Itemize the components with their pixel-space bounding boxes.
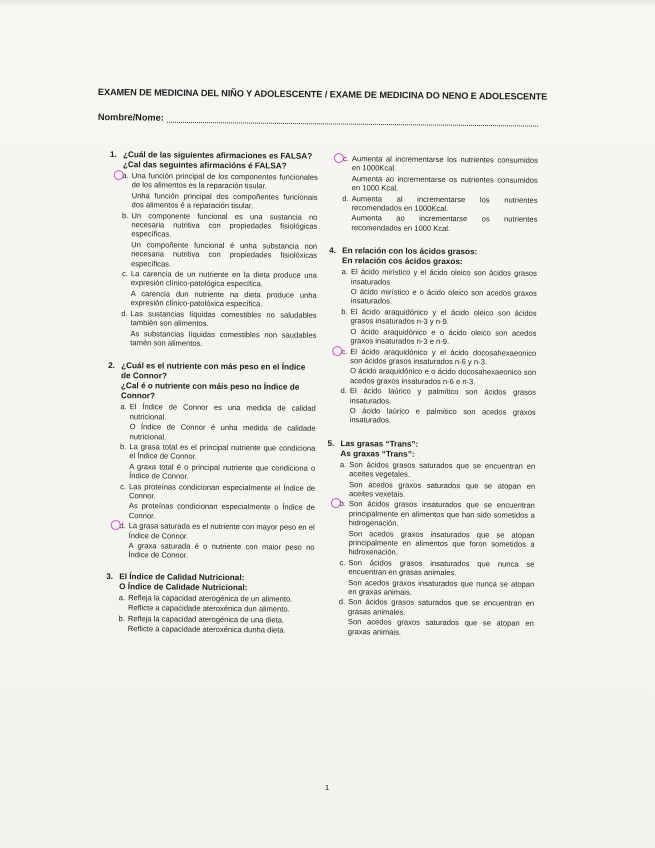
option-letter: b. bbox=[339, 499, 346, 509]
option-text-gl: A graxa saturada é o nutriente con maior peso no Índice de Connor. bbox=[128, 541, 315, 561]
option-text-gl: O Índice de Connor é unha medida de calidade nutricional. bbox=[129, 422, 316, 442]
option-text-es: Son ácidos grasos saturados que se encuentran en aceites vegetales. bbox=[349, 459, 536, 479]
option-1d bbox=[108, 309, 316, 349]
option-letter: d. bbox=[119, 521, 126, 531]
option-text-gl: A graxa total é o principal nutriente que condiciona o Índice de Connor. bbox=[129, 461, 316, 481]
name-field-row bbox=[98, 112, 538, 127]
option-text-es: El ácido laúrico y palmítico son ácidos grasos insaturados. bbox=[349, 386, 536, 406]
option-1a bbox=[109, 171, 317, 211]
question-text-es: ¿Cuál de las siguientes afirmaciones es FALSA? bbox=[122, 150, 313, 161]
option-text-es: Las proteínas condicionan especialmente el Índice de Connor. bbox=[128, 481, 316, 501]
option-3b bbox=[106, 614, 314, 636]
question-text-gl: En relación cos ácidos graxos: bbox=[342, 256, 463, 267]
option-4a bbox=[329, 267, 537, 307]
option-letter: a. bbox=[339, 459, 347, 469]
question-number: 1. bbox=[109, 150, 117, 160]
question-number: 3. bbox=[106, 571, 114, 581]
answer-mark-circle bbox=[334, 153, 344, 163]
option-letter: c. bbox=[120, 481, 127, 491]
question-number: 2. bbox=[108, 361, 115, 371]
question-1 bbox=[108, 150, 318, 349]
option-2a bbox=[107, 402, 315, 442]
question-text-es: En relación con los ácidos grasos: bbox=[342, 246, 478, 257]
option-3a bbox=[106, 593, 314, 615]
option-text-gl: Unha función principal dos compoñentes funcionais dos alimentos é a reparación tisular. bbox=[131, 191, 318, 211]
option-text-es: La grasa total es el principal nutriente que condiciona el Índice de Connor. bbox=[129, 442, 316, 462]
option-3c bbox=[330, 154, 538, 194]
option-text-gl: Un compoñente funcional é unha substancia non necesaria nutritiva con propiedades fisiolóxicas específicas. bbox=[130, 240, 318, 269]
option-text-gl: O ácido araquidónico e o ácido oleico son acedos graxos insaturados n-3 e n-9. bbox=[350, 326, 537, 347]
question-text-gl: O Índice de Calidade Nutricional: bbox=[119, 581, 248, 593]
left-column bbox=[106, 150, 318, 644]
option-letter: a. bbox=[120, 402, 127, 412]
option-5b bbox=[326, 499, 534, 558]
scan-shadow bbox=[0, 0, 655, 6]
option-text-es: Refleja la capacidad aterogénica de una dieta. bbox=[127, 613, 285, 625]
option-text-gl: Aumenta ao incrementarse os nutrientes consumidos en 1000 Kcal. bbox=[351, 174, 538, 193]
option-text-gl: As proteínas condicionan especialmente o Índice de Connor. bbox=[128, 501, 315, 521]
option-letter: c. bbox=[342, 154, 349, 164]
option-letter: a. bbox=[122, 171, 129, 181]
option-text-es: Una función principal de los componentes funcionales de los alimentos es la reparación tisular. bbox=[131, 171, 318, 191]
exam-title: EXAMEN DE MEDICINA DEL NIÑO Y ADOLESCENTE / EXAME DE MEDICINA DO NENO E ADOLESCENTE bbox=[97, 87, 548, 102]
option-text-es: Refleja la capacidad aterogénica de un alimento. bbox=[128, 592, 293, 604]
page-number: 1 bbox=[325, 783, 330, 792]
question-text-es: El Índice de Calidad Nutricional: bbox=[119, 571, 245, 583]
option-1b bbox=[109, 211, 317, 270]
option-2d bbox=[106, 521, 314, 561]
question-number: 5. bbox=[327, 438, 335, 448]
option-text-es: Aumenta al incrementarse los nutrientes recomendados en 1000Kcal. bbox=[351, 193, 538, 214]
question-text-es: Las grasas “Trans”: bbox=[340, 438, 419, 449]
option-text-gl: Son acedos graxos saturados que se atopan en graxas animais. bbox=[347, 617, 534, 637]
option-text-es: La grasa saturada es el nutriente con mayor peso en el Índice de Connor. bbox=[128, 521, 315, 541]
option-1c bbox=[109, 269, 317, 309]
option-text-gl: Reflicte a capacidade ateroxénica dun alimento. bbox=[127, 603, 290, 614]
option-4c bbox=[328, 346, 536, 386]
option-5d bbox=[326, 597, 534, 637]
option-letter: c. bbox=[339, 557, 346, 567]
option-letter: d. bbox=[340, 386, 347, 396]
question-3 bbox=[106, 572, 315, 635]
question-text-gl: ¿Cal das seguintes afirmacións é FALSA? bbox=[122, 160, 287, 171]
option-text-gl: O ácido araquidónico e o ácido docosahexaeonico son acedos graxos insaturados n-6 e n-3. bbox=[349, 366, 537, 386]
option-letter: b. bbox=[120, 442, 127, 452]
question-4 bbox=[328, 246, 538, 426]
option-letter: b. bbox=[341, 306, 348, 317]
option-text-es: Un componente funcional es una sustancia no necesaria nutritiva con propiedades fisiológicas específicas. bbox=[131, 210, 318, 239]
option-letter: c. bbox=[341, 346, 348, 356]
question-text-gl: ¿Cal é o nutriente con máis peso no Índice de Connor? bbox=[120, 381, 300, 401]
option-text-es: Aumenta al incrementarse los nutrientes consumidos en 1000Kcal. bbox=[351, 154, 538, 173]
name-blank-line bbox=[167, 114, 538, 127]
option-text-es: Son ácidos grasos insaturados que se encuentran principalmente en alimentos que han sido sometidos a hidrogenación. bbox=[348, 499, 535, 528]
answer-mark-circle bbox=[332, 346, 342, 356]
option-letter: d. bbox=[121, 308, 128, 318]
option-text-es: El ácido araquidónico y el ácido oleico son ácidos grasos insaturados n-3 y n-9. bbox=[350, 307, 537, 327]
option-2c bbox=[107, 482, 315, 522]
option-letter: c. bbox=[121, 269, 128, 279]
question-text-gl: As graxas “Trans”: bbox=[340, 448, 415, 459]
option-3d bbox=[329, 194, 537, 234]
name-label: Nombre/Nome: bbox=[97, 112, 164, 123]
option-text-gl: Son acedos graxos saturados que se atopan en aceites vexetais. bbox=[348, 479, 536, 499]
option-5c bbox=[326, 558, 534, 598]
option-5a bbox=[327, 460, 535, 500]
option-text-gl: Reflicte a capacidade ateroxénica dunha dieta. bbox=[127, 624, 286, 635]
option-letter: a. bbox=[118, 592, 126, 602]
option-text-es: Son ácidos grasos insaturados que nunca se encuentran en grasas animales. bbox=[348, 557, 535, 578]
option-4b bbox=[328, 307, 536, 347]
option-2b bbox=[107, 442, 315, 482]
option-text-gl: As substancias líquidas comestibles non saudables tamén son alimentos. bbox=[130, 328, 317, 348]
question-5 bbox=[326, 439, 536, 638]
option-text-es: La carencia de un nutriente en la dieta produce una expresión clínico-patológica específica. bbox=[130, 269, 317, 289]
option-text-es: El ácido araquidónico y el ácido docosahexaeonico son ácidos grasos insaturados n-6 y n-3. bbox=[350, 346, 537, 367]
option-text-gl: Aumenta ao incrementarse os nutrientes recomendados en 1000 Kcal. bbox=[351, 213, 538, 233]
option-text-gl: A carencia dun nutriente na dieta produce unha expresión clínico-patolóxica específica. bbox=[130, 289, 317, 309]
option-text-es: Las sustancias líquidas comestibles no saludables también son alimentos. bbox=[130, 308, 317, 328]
option-text-gl: O ácido laúrico e palmítico son acedos graxos insaturados. bbox=[349, 406, 536, 425]
option-text-es: El ácido mirístico y el ácido oleico son ácidos grasos insaturados bbox=[350, 267, 537, 287]
question-2 bbox=[106, 361, 316, 561]
answer-mark-circle bbox=[114, 170, 124, 180]
option-4d bbox=[328, 386, 536, 426]
option-letter: b. bbox=[118, 613, 125, 623]
question-number: 4. bbox=[329, 246, 337, 256]
right-column bbox=[326, 153, 538, 647]
option-text-gl: Son acedos graxos insaturados que se atopan principalmente en alimentos que foron sometidos a hidroxenación. bbox=[348, 528, 535, 558]
question-3-continued bbox=[329, 154, 538, 234]
question-text-es: ¿Cuál es el nutriente con más peso en el Índice de Connor? bbox=[120, 361, 306, 381]
option-letter: d. bbox=[338, 597, 346, 607]
option-text-es: Son ácidos grasos saturados que se encuentran en grasas animales. bbox=[347, 597, 535, 617]
option-letter: a. bbox=[341, 267, 349, 277]
option-letter: b. bbox=[122, 210, 129, 220]
option-text-gl: O ácido mirístico e o ácido oleico son acedos graxos insaturados. bbox=[350, 287, 537, 307]
option-text-es: El Índice de Connor es una medida de calidad nutricional. bbox=[129, 402, 316, 422]
option-letter: d. bbox=[342, 193, 349, 203]
option-text-gl: Son acedos graxos insaturados que nunca se atopan en graxas animais. bbox=[348, 577, 535, 597]
